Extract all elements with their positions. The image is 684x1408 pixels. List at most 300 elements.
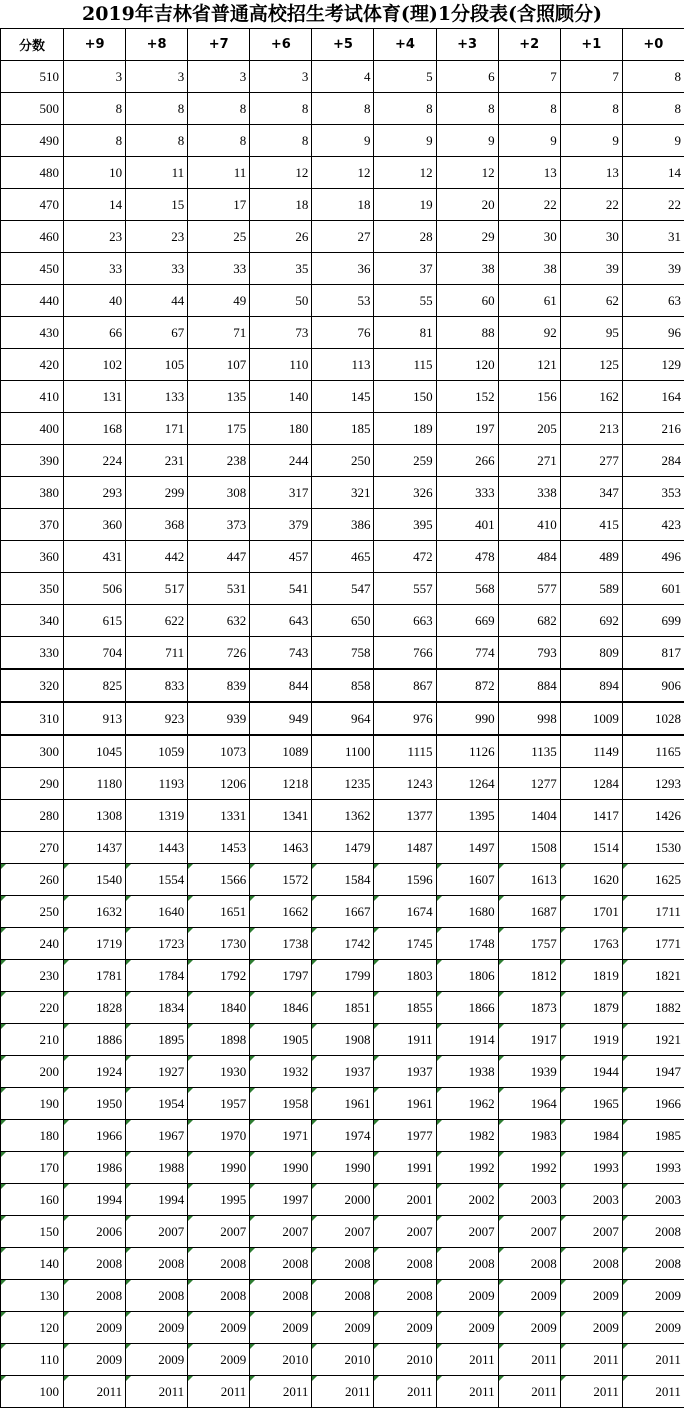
count-cell: 423 — [622, 509, 684, 541]
score-cell: 200 — [1, 1056, 64, 1088]
score-cell: 250 — [1, 896, 64, 928]
count-cell: 1404 — [498, 800, 560, 832]
count-cell: 2007 — [312, 1216, 374, 1248]
count-cell: 1620 — [560, 864, 622, 896]
count-cell: 1995 — [188, 1184, 250, 1216]
column-header-offset: +9 — [64, 29, 126, 61]
count-cell: 1990 — [312, 1152, 374, 1184]
count-cell: 2009 — [188, 1312, 250, 1344]
count-cell: 1917 — [498, 1024, 560, 1056]
count-cell: 145 — [312, 381, 374, 413]
count-cell: 601 — [622, 573, 684, 605]
count-cell: 37 — [374, 253, 436, 285]
count-cell: 1277 — [498, 768, 560, 800]
count-cell: 1990 — [250, 1152, 312, 1184]
count-cell: 23 — [126, 221, 188, 253]
count-cell: 1911 — [374, 1024, 436, 1056]
score-cell: 350 — [1, 573, 64, 605]
count-cell: 766 — [374, 637, 436, 670]
score-cell: 440 — [1, 285, 64, 317]
count-cell: 8 — [64, 93, 126, 125]
count-cell: 1937 — [374, 1056, 436, 1088]
score-cell: 380 — [1, 477, 64, 509]
column-header-offset: +8 — [126, 29, 188, 61]
count-cell: 1990 — [188, 1152, 250, 1184]
count-cell: 1180 — [64, 768, 126, 800]
count-cell: 663 — [374, 605, 436, 637]
score-cell: 470 — [1, 189, 64, 221]
count-cell: 1908 — [312, 1024, 374, 1056]
score-cell: 300 — [1, 735, 64, 768]
score-table — [0, 28, 684, 1408]
score-cell: 130 — [1, 1280, 64, 1312]
table-row — [1, 864, 684, 896]
count-cell: 1950 — [64, 1088, 126, 1120]
table-row — [1, 445, 684, 477]
count-cell: 29 — [436, 221, 498, 253]
count-cell: 8 — [498, 93, 560, 125]
count-cell: 8 — [622, 93, 684, 125]
count-cell: 1851 — [312, 992, 374, 1024]
count-cell: 1921 — [622, 1024, 684, 1056]
count-cell: 2011 — [560, 1376, 622, 1408]
count-cell: 1855 — [374, 992, 436, 1024]
count-cell: 1738 — [250, 928, 312, 960]
score-cell: 340 — [1, 605, 64, 637]
count-cell: 2008 — [64, 1248, 126, 1280]
count-cell: 2008 — [188, 1280, 250, 1312]
count-cell: 133 — [126, 381, 188, 413]
count-cell: 2009 — [436, 1312, 498, 1344]
column-header-offset: +2 — [498, 29, 560, 61]
count-cell: 3 — [250, 61, 312, 93]
score-cell: 290 — [1, 768, 64, 800]
count-cell: 38 — [498, 253, 560, 285]
count-cell: 622 — [126, 605, 188, 637]
count-cell: 25 — [188, 221, 250, 253]
count-cell: 8 — [126, 125, 188, 157]
table-row — [1, 509, 684, 541]
count-cell: 1967 — [126, 1120, 188, 1152]
count-cell: 8 — [622, 61, 684, 93]
count-cell: 1530 — [622, 832, 684, 864]
table-row — [1, 637, 684, 670]
count-cell: 81 — [374, 317, 436, 349]
table-row — [1, 735, 684, 768]
score-cell: 260 — [1, 864, 64, 896]
count-cell: 1584 — [312, 864, 374, 896]
table-row — [1, 928, 684, 960]
count-cell: 6 — [436, 61, 498, 93]
count-cell: 1970 — [188, 1120, 250, 1152]
count-cell: 33 — [188, 253, 250, 285]
count-cell: 140 — [250, 381, 312, 413]
count-cell: 1924 — [64, 1056, 126, 1088]
count-cell: 939 — [188, 702, 250, 735]
count-cell: 1882 — [622, 992, 684, 1024]
count-cell: 9 — [312, 125, 374, 157]
count-cell: 1966 — [622, 1088, 684, 1120]
count-cell: 1977 — [374, 1120, 436, 1152]
count-cell: 472 — [374, 541, 436, 573]
score-cell: 180 — [1, 1120, 64, 1152]
count-cell: 107 — [188, 349, 250, 381]
table-row — [1, 832, 684, 864]
count-cell: 1745 — [374, 928, 436, 960]
count-cell: 699 — [622, 605, 684, 637]
count-cell: 2000 — [312, 1184, 374, 1216]
score-cell: 210 — [1, 1024, 64, 1056]
count-cell: 2010 — [312, 1344, 374, 1376]
count-cell: 2008 — [312, 1248, 374, 1280]
count-cell: 5 — [374, 61, 436, 93]
count-cell: 1866 — [436, 992, 498, 1024]
count-cell: 197 — [436, 413, 498, 445]
count-cell: 2011 — [250, 1376, 312, 1408]
count-cell: 8 — [188, 93, 250, 125]
count-cell: 250 — [312, 445, 374, 477]
count-cell: 164 — [622, 381, 684, 413]
count-cell: 465 — [312, 541, 374, 573]
count-cell: 1954 — [126, 1088, 188, 1120]
count-cell: 415 — [560, 509, 622, 541]
count-cell: 1711 — [622, 896, 684, 928]
count-cell: 1962 — [436, 1088, 498, 1120]
score-cell: 190 — [1, 1088, 64, 1120]
count-cell: 76 — [312, 317, 374, 349]
count-cell: 1059 — [126, 735, 188, 768]
count-cell: 2007 — [374, 1216, 436, 1248]
count-cell: 1983 — [498, 1120, 560, 1152]
count-cell: 1395 — [436, 800, 498, 832]
count-cell: 858 — [312, 669, 374, 702]
count-cell: 1944 — [560, 1056, 622, 1088]
table-row — [1, 413, 684, 445]
count-cell: 1243 — [374, 768, 436, 800]
table-row — [1, 992, 684, 1024]
count-cell: 478 — [436, 541, 498, 573]
table-row — [1, 189, 684, 221]
count-cell: 321 — [312, 477, 374, 509]
count-cell: 36 — [312, 253, 374, 285]
count-cell: 33 — [64, 253, 126, 285]
count-cell: 1089 — [250, 735, 312, 768]
count-cell: 12 — [250, 157, 312, 189]
count-cell: 2011 — [188, 1376, 250, 1408]
count-cell: 2007 — [250, 1216, 312, 1248]
count-cell: 13 — [498, 157, 560, 189]
count-cell: 9 — [560, 125, 622, 157]
count-cell: 1993 — [622, 1152, 684, 1184]
count-cell: 1662 — [250, 896, 312, 928]
table-row — [1, 669, 684, 702]
count-cell: 23 — [64, 221, 126, 253]
table-row — [1, 1280, 684, 1312]
table-row — [1, 349, 684, 381]
table-row — [1, 1344, 684, 1376]
table-row — [1, 1248, 684, 1280]
count-cell: 35 — [250, 253, 312, 285]
count-cell: 11 — [188, 157, 250, 189]
count-cell: 2009 — [436, 1280, 498, 1312]
count-cell: 401 — [436, 509, 498, 541]
count-cell: 1426 — [622, 800, 684, 832]
count-cell: 1992 — [436, 1152, 498, 1184]
count-cell: 1730 — [188, 928, 250, 960]
count-cell: 9 — [436, 125, 498, 157]
count-cell: 2007 — [188, 1216, 250, 1248]
count-cell: 7 — [498, 61, 560, 93]
count-cell: 1905 — [250, 1024, 312, 1056]
count-cell: 2009 — [188, 1344, 250, 1376]
table-row — [1, 800, 684, 832]
count-cell: 431 — [64, 541, 126, 573]
count-cell: 1331 — [188, 800, 250, 832]
score-cell: 410 — [1, 381, 64, 413]
table-row — [1, 61, 684, 93]
count-cell: 7 — [560, 61, 622, 93]
count-cell: 379 — [250, 509, 312, 541]
count-cell: 333 — [436, 477, 498, 509]
count-cell: 171 — [126, 413, 188, 445]
table-row — [1, 477, 684, 509]
count-cell: 2008 — [312, 1280, 374, 1312]
count-cell: 1206 — [188, 768, 250, 800]
count-cell: 19 — [374, 189, 436, 221]
count-cell: 964 — [312, 702, 374, 735]
column-header-offset: +3 — [436, 29, 498, 61]
count-cell: 817 — [622, 637, 684, 670]
table-row — [1, 125, 684, 157]
count-cell: 10 — [64, 157, 126, 189]
count-cell: 1115 — [374, 735, 436, 768]
count-cell: 299 — [126, 477, 188, 509]
count-cell: 1487 — [374, 832, 436, 864]
count-cell: 60 — [436, 285, 498, 317]
count-cell: 3 — [126, 61, 188, 93]
count-cell: 2010 — [374, 1344, 436, 1376]
count-cell: 1988 — [126, 1152, 188, 1184]
score-cell: 170 — [1, 1152, 64, 1184]
table-row — [1, 702, 684, 735]
count-cell: 1797 — [250, 960, 312, 992]
count-cell: 1938 — [436, 1056, 498, 1088]
count-cell: 353 — [622, 477, 684, 509]
count-cell: 1994 — [126, 1184, 188, 1216]
count-cell: 175 — [188, 413, 250, 445]
count-cell: 1947 — [622, 1056, 684, 1088]
count-cell: 395 — [374, 509, 436, 541]
count-cell: 1982 — [436, 1120, 498, 1152]
count-cell: 115 — [374, 349, 436, 381]
count-cell: 2010 — [250, 1344, 312, 1376]
count-cell: 39 — [560, 253, 622, 285]
score-cell: 450 — [1, 253, 64, 285]
count-cell: 1957 — [188, 1088, 250, 1120]
count-cell: 1742 — [312, 928, 374, 960]
count-cell: 1293 — [622, 768, 684, 800]
count-cell: 990 — [436, 702, 498, 735]
count-cell: 669 — [436, 605, 498, 637]
count-cell: 9 — [498, 125, 560, 157]
table-row — [1, 573, 684, 605]
table-row — [1, 1056, 684, 1088]
count-cell: 33 — [126, 253, 188, 285]
score-cell: 370 — [1, 509, 64, 541]
count-cell: 2009 — [622, 1280, 684, 1312]
count-cell: 1308 — [64, 800, 126, 832]
count-cell: 976 — [374, 702, 436, 735]
count-cell: 2008 — [188, 1248, 250, 1280]
count-cell: 125 — [560, 349, 622, 381]
count-cell: 2009 — [498, 1280, 560, 1312]
table-row — [1, 285, 684, 317]
count-cell: 1045 — [64, 735, 126, 768]
count-cell: 67 — [126, 317, 188, 349]
count-cell: 71 — [188, 317, 250, 349]
table-row — [1, 896, 684, 928]
count-cell: 1992 — [498, 1152, 560, 1184]
count-cell: 135 — [188, 381, 250, 413]
count-cell: 531 — [188, 573, 250, 605]
count-cell: 1417 — [560, 800, 622, 832]
count-cell: 1437 — [64, 832, 126, 864]
count-cell: 271 — [498, 445, 560, 477]
count-cell: 2009 — [250, 1312, 312, 1344]
count-cell: 1919 — [560, 1024, 622, 1056]
count-cell: 373 — [188, 509, 250, 541]
count-cell: 18 — [250, 189, 312, 221]
count-cell: 2008 — [498, 1248, 560, 1280]
count-cell: 1443 — [126, 832, 188, 864]
count-cell: 317 — [250, 477, 312, 509]
count-cell: 2011 — [436, 1344, 498, 1376]
count-cell: 1927 — [126, 1056, 188, 1088]
count-cell: 216 — [622, 413, 684, 445]
count-cell: 1803 — [374, 960, 436, 992]
count-cell: 55 — [374, 285, 436, 317]
score-cell: 150 — [1, 1216, 64, 1248]
count-cell: 2009 — [374, 1312, 436, 1344]
count-cell: 129 — [622, 349, 684, 381]
count-cell: 1497 — [436, 832, 498, 864]
count-cell: 1566 — [188, 864, 250, 896]
count-cell: 711 — [126, 637, 188, 670]
count-cell: 758 — [312, 637, 374, 670]
score-cell: 490 — [1, 125, 64, 157]
count-cell: 2011 — [126, 1376, 188, 1408]
count-cell: 189 — [374, 413, 436, 445]
count-cell: 2002 — [436, 1184, 498, 1216]
count-cell: 894 — [560, 669, 622, 702]
page-title: 2019年吉林省普通高校招生考试体育(理)1分段表(含照顾分) — [0, 0, 684, 28]
count-cell: 28 — [374, 221, 436, 253]
table-row — [1, 1088, 684, 1120]
count-cell: 643 — [250, 605, 312, 637]
count-cell: 259 — [374, 445, 436, 477]
count-cell: 1540 — [64, 864, 126, 896]
count-cell: 1886 — [64, 1024, 126, 1056]
count-cell: 1792 — [188, 960, 250, 992]
count-cell: 22 — [622, 189, 684, 221]
count-cell: 49 — [188, 285, 250, 317]
count-cell: 31 — [622, 221, 684, 253]
column-header-offset: +6 — [250, 29, 312, 61]
count-cell: 1763 — [560, 928, 622, 960]
count-cell: 360 — [64, 509, 126, 541]
count-cell: 92 — [498, 317, 560, 349]
count-cell: 2003 — [560, 1184, 622, 1216]
count-cell: 12 — [436, 157, 498, 189]
count-cell: 8 — [560, 93, 622, 125]
column-header-offset: +5 — [312, 29, 374, 61]
count-cell: 156 — [498, 381, 560, 413]
count-cell: 1218 — [250, 768, 312, 800]
score-cell: 230 — [1, 960, 64, 992]
count-cell: 1930 — [188, 1056, 250, 1088]
count-cell: 872 — [436, 669, 498, 702]
count-cell: 39 — [622, 253, 684, 285]
count-cell: 105 — [126, 349, 188, 381]
count-cell: 1819 — [560, 960, 622, 992]
count-cell: 238 — [188, 445, 250, 477]
count-cell: 489 — [560, 541, 622, 573]
score-cell: 140 — [1, 1248, 64, 1280]
count-cell: 1966 — [64, 1120, 126, 1152]
table-row — [1, 1120, 684, 1152]
count-cell: 2011 — [312, 1376, 374, 1408]
count-cell: 1748 — [436, 928, 498, 960]
count-cell: 410 — [498, 509, 560, 541]
score-cell: 460 — [1, 221, 64, 253]
count-cell: 1719 — [64, 928, 126, 960]
count-cell: 2011 — [64, 1376, 126, 1408]
count-cell: 1073 — [188, 735, 250, 768]
count-cell: 1341 — [250, 800, 312, 832]
count-cell: 1126 — [436, 735, 498, 768]
count-cell: 2009 — [560, 1280, 622, 1312]
count-cell: 1479 — [312, 832, 374, 864]
count-cell: 589 — [560, 573, 622, 605]
count-cell: 62 — [560, 285, 622, 317]
count-cell: 1264 — [436, 768, 498, 800]
count-cell: 3 — [64, 61, 126, 93]
count-cell: 61 — [498, 285, 560, 317]
count-cell: 20 — [436, 189, 498, 221]
count-cell: 150 — [374, 381, 436, 413]
count-cell: 1821 — [622, 960, 684, 992]
count-cell: 682 — [498, 605, 560, 637]
count-cell: 95 — [560, 317, 622, 349]
count-cell: 1135 — [498, 735, 560, 768]
count-cell: 14 — [622, 157, 684, 189]
count-cell: 1840 — [188, 992, 250, 1024]
count-cell: 2008 — [126, 1280, 188, 1312]
count-cell: 2003 — [498, 1184, 560, 1216]
count-cell: 1362 — [312, 800, 374, 832]
count-cell: 1961 — [374, 1088, 436, 1120]
count-cell: 1812 — [498, 960, 560, 992]
count-cell: 1667 — [312, 896, 374, 928]
count-cell: 1453 — [188, 832, 250, 864]
table-row — [1, 381, 684, 413]
count-cell: 2009 — [498, 1312, 560, 1344]
count-cell: 2009 — [126, 1344, 188, 1376]
count-cell: 120 — [436, 349, 498, 381]
count-cell: 326 — [374, 477, 436, 509]
count-cell: 131 — [64, 381, 126, 413]
count-cell: 293 — [64, 477, 126, 509]
